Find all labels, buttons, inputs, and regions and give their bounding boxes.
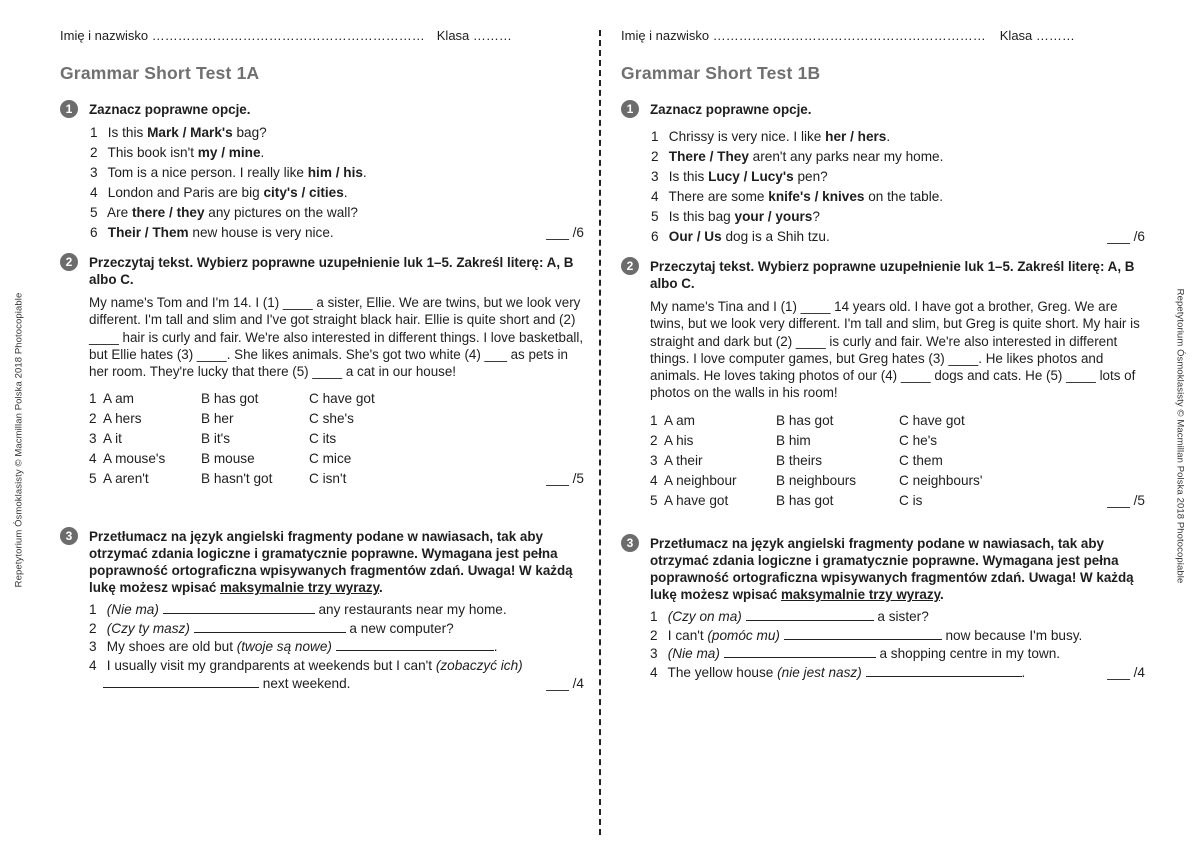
exercise-item [651,187,1145,207]
option-second[interactable]: They [717,149,749,164]
answer-options [650,411,1145,511]
option-a[interactable]: A his [664,432,694,448]
option-first[interactable]: Their [107,225,142,240]
exercise-instruction: Przetłumacz na język angielski fragmenty podane w nawiasach, tak aby otrzymać zdania logiczne i gramatycznie poprawne. Wymagana jest pełna poprawność ortograficzna wpisywanych fragmentów zdań. Uwaga! W każdą lukę możesz wpisać maksymalnie trzy wyrazy. [89,529,573,595]
option-c[interactable]: C its [309,431,337,447]
item-number: 1 [90,125,98,140]
translation-item: 3 (Nie ma) a shopping centre in my town. [650,646,1061,661]
option-a[interactable]: A aren't [103,471,149,487]
class-label: Klasa [999,28,1033,43]
exercise-instruction: Przeczytaj tekst. Wybierz poprawne uzupełnienie luk 1–5. Zakreśl literę: A, B albo C. [650,259,1135,291]
option-separator: / [217,145,229,160]
exercise-item [651,147,1145,167]
option-b[interactable]: B has got [776,412,834,428]
item-text: Are [107,205,132,220]
option-b[interactable]: B has got [776,492,834,508]
item-text-end: aren't any parks near my home. [748,149,944,164]
exercise-instruction: Zaznacz poprawne opcje. [650,102,812,117]
item-text-end: ? [812,209,820,224]
name-label: Imię i nazwisko [60,28,149,43]
exercise-number-badge: 1 [60,100,78,118]
gap-number: 3 [650,452,658,468]
option-separator: / [165,205,177,220]
option-second[interactable]: knives [822,189,865,204]
option-first[interactable]: there [131,205,166,220]
option-first[interactable]: knife's [768,189,811,204]
item-text: This book isn't [107,145,198,160]
exercise-instruction: Zaznacz poprawne opcje. [89,102,251,117]
answer-blank[interactable] [194,620,346,633]
item-text-end: . [886,129,891,144]
exercise-item [651,127,1145,147]
option-separator: / [764,209,776,224]
test-1a-column [60,28,584,691]
option-c[interactable]: C mice [309,451,352,467]
exercise-3 [60,528,584,694]
option-second[interactable]: Lucy's [751,169,794,184]
option-separator: / [331,165,344,180]
exercise-item [90,123,584,143]
exercise-1-items [90,123,584,243]
item-text: Is this [668,169,709,184]
option-b[interactable]: B her [201,411,234,427]
option-second[interactable]: Them [152,225,189,240]
option-separator: / [810,189,823,204]
option-second[interactable]: yours [775,209,813,224]
translation-item: 1 (Nie ma) any restaurants near my home. [89,602,507,617]
option-separator: / [739,169,752,184]
item-text-end: dog is a Shih tzu. [721,229,830,244]
answer-options [89,389,584,489]
translation-item: 2 (Czy ty masz) a new computer? [89,620,454,636]
answer-blank[interactable] [746,608,874,621]
gap-number: 1 [89,391,97,407]
gap-number: 4 [650,472,658,488]
answer-blank[interactable] [163,601,315,614]
exercise-item [90,203,584,223]
exercise-item [651,227,1145,247]
option-a[interactable]: A neighbour [664,472,737,488]
exercise-item [90,223,584,243]
option-separator: / [297,185,310,200]
exercise-1 [60,101,584,243]
translation-item: 1 (Czy on ma) a sister? [650,609,929,624]
option-row [650,411,1145,431]
option-row [89,429,584,449]
option-separator: / [692,229,705,244]
option-row [650,431,1145,451]
score-box: ___ /6 [546,225,584,240]
option-a[interactable]: A their [664,452,703,468]
name-label: Imię i nazwisko [621,28,710,43]
option-c[interactable]: C isn't [309,471,347,487]
answer-blank[interactable] [784,627,942,640]
gap-number: 5 [89,471,97,487]
option-b[interactable]: B neighbours [776,472,857,488]
exercise-number-badge: 2 [621,257,639,275]
option-second[interactable]: they [176,205,205,220]
copyright-note-left: Repetytorium Ósmoklasisty © Macmillan Polska 2018 Photocopiable [13,292,25,588]
option-c[interactable]: C is [899,492,923,508]
item-text-end: pen? [793,169,828,184]
item-text-end: . [343,185,348,200]
option-first[interactable]: my [197,145,218,160]
item-text-end: new house is very nice. [188,225,334,240]
score-box: ___ /5 [546,471,584,487]
translation-item: 4 I usually visit my grandparents at weekends but I can't (zobaczyć ich) [89,657,523,673]
option-b[interactable]: B hasn't got [201,471,273,487]
test-title: Grammar Short Test 1A [60,63,260,83]
student-header [621,28,1145,46]
name-field[interactable]: ……………………………………………………… [151,28,425,43]
option-row [650,471,1145,491]
exercise-2 [621,258,1145,511]
option-b[interactable]: B theirs [776,452,823,468]
translation-item: 3 My shoes are old but (twoje są nowe) . [89,639,498,654]
item-number: 3 [90,165,98,180]
option-row [89,449,584,469]
exercise-item [651,167,1145,187]
item-number: 6 [651,229,659,244]
exercise-2 [60,254,584,489]
option-c[interactable]: C them [899,452,943,468]
option-a[interactable]: A it [103,431,122,447]
item-text: There are some [668,189,769,204]
translation-item-continued: next weekend. ___ /4 [89,675,584,694]
test-1b-column [621,28,1145,680]
exercise-item [90,163,584,183]
exercise-item [90,143,584,163]
option-a[interactable]: A have got [664,492,729,508]
score-box: ___ /5 [1107,492,1145,508]
option-row [89,409,584,429]
score-box: ___ /4 [546,676,584,691]
item-text-end: any pictures on the wall? [204,205,358,220]
student-header [60,28,584,46]
option-a[interactable]: A mouse's [103,451,166,467]
option-separator: / [705,149,718,164]
exercise-instruction: Przeczytaj tekst. Wybierz poprawne uzupełnienie luk 1–5. Zakreśl literę: A, B albo C. [89,255,574,287]
translation-items [650,608,1145,682]
item-text: Chrissy is very nice. I like [668,129,826,144]
class-field[interactable]: ……… [472,28,512,43]
exercise-3 [621,535,1145,682]
class-label: Klasa [436,28,470,43]
exercise-item [90,183,584,203]
item-text: Tom is a nice person. I really like [107,165,308,180]
option-separator: / [178,125,191,140]
translation-item: 4 The yellow house (nie jest nasz) . ___ /4 [650,664,1145,683]
item-number: 4 [90,185,98,200]
exercise-item [651,207,1145,227]
option-first[interactable]: Our [668,229,693,244]
option-first[interactable]: Mark [147,125,179,140]
option-second[interactable]: his [343,165,363,180]
item-number: 2 [651,149,659,164]
reading-passage: My name's Tom and I'm 14. I (1) ____ a sister, Ellie. We are twins, but we look very different. I'm tall and slim and I've got straight black hair. Ellie is quite short and (2) ____ hair is curly and fair. We're also interested in different things. I love basketball, but Ellie hates (3) ____. She likes animals. She's got two white (4) ___ as pets in her room. They're lucky that there (5) ____ a cat in our house! [89,295,584,380]
score-box: ___ /6 [1107,229,1145,244]
exercise-instruction: Przetłumacz na język angielski fragmenty podane w nawiasach, tak aby otrzymać zdania logiczne i gramatycznie poprawne. Wymagana jest pełna poprawność ortograficzna wpisywanych fragmentów zdań. Uwaga! W każdą lukę możesz wpisać maksymalnie trzy wyrazy. [650,536,1134,602]
item-number: 6 [90,225,98,240]
exercise-1 [621,101,1145,247]
item-number: 5 [90,205,98,220]
translation-items [89,601,584,694]
option-second[interactable]: mine [228,145,261,160]
item-text-end: on the table. [864,189,944,204]
option-c[interactable]: C he's [899,432,938,448]
option-c[interactable]: C have got [899,412,965,428]
item-text: Is this [107,125,148,140]
option-a[interactable]: A am [664,412,695,428]
option-c[interactable]: C have got [309,391,375,407]
gap-number: 2 [89,411,97,427]
answer-blank[interactable] [866,664,1022,677]
option-first[interactable]: city's [263,185,298,200]
option-first[interactable]: him [307,165,332,180]
item-number: 3 [651,169,659,184]
answer-blank[interactable] [724,645,876,658]
gap-number: 2 [650,432,658,448]
exercise-1-items [651,127,1145,247]
gap-number: 1 [650,412,658,428]
copyright-note-right: Repetytorium Ósmoklasisty © Macmillan Polska 2018 Photocopiable [1174,288,1186,584]
item-number: 5 [651,209,659,224]
option-b[interactable]: B him [776,432,811,448]
option-first[interactable]: her [825,129,847,144]
item-text: Is this bag [668,209,735,224]
exercise-number-badge: 1 [621,100,639,118]
item-number: 2 [90,145,98,160]
item-number: 4 [651,189,659,204]
gap-number: 4 [89,451,97,467]
option-row [89,469,584,489]
option-second[interactable]: Us [704,229,722,244]
option-b[interactable]: B it's [201,431,231,447]
option-separator: / [141,225,153,240]
option-a[interactable]: A hers [103,411,142,427]
item-text-end: . [362,165,367,180]
item-text-end: . [260,145,265,160]
answer-blank[interactable] [336,638,494,651]
item-text-end: bag? [232,125,267,140]
option-row [650,451,1145,471]
test-title: Grammar Short Test 1B [621,63,821,83]
item-number: 1 [651,129,659,144]
reading-passage: My name's Tina and I (1) ____ 14 years old. I have got a brother, Greg. We are twins, but we look very different. I'm tall and slim, but Greg is quite short. My hair is straight and dark but (2) ____ is curly and fair. We're also interested in different things. I love computer games, but Greg hates (3) ____. He likes photos and animals. He loves taking photos of our (4) ____ dogs and cats. He (5) ____ lots of photos on the walls in his room! [650,299,1140,401]
option-first[interactable]: There [668,149,706,164]
exercise-number-badge: 3 [60,527,78,545]
class-field[interactable]: ……… [1035,28,1075,43]
option-second[interactable]: cities [309,185,344,200]
score-box: ___ /4 [1107,664,1145,680]
option-c[interactable]: C she's [309,411,354,427]
answer-blank[interactable] [103,675,259,688]
option-a[interactable]: A am [103,391,134,407]
translation-item: 2 I can't (pomóc mu) now because I'm busy. [650,627,1083,643]
item-text: London and Paris are big [107,185,264,200]
option-second[interactable]: hers [857,129,887,144]
gap-number: 3 [89,431,97,447]
option-b[interactable]: B has got [201,391,259,407]
option-c[interactable]: C neighbours' [899,472,983,488]
gap-number: 5 [650,492,658,508]
option-separator: / [846,129,858,144]
option-row [650,491,1145,511]
option-first[interactable]: Lucy [708,169,740,184]
exercise-number-badge: 2 [60,253,78,271]
name-field[interactable]: ……………………………………………………… [712,28,986,43]
option-first[interactable]: your [734,209,764,224]
option-row [89,389,584,409]
option-b[interactable]: B mouse [201,451,255,467]
option-second[interactable]: Mark's [190,125,233,140]
cut-line-divider [599,30,601,835]
exercise-number-badge: 3 [621,534,639,552]
